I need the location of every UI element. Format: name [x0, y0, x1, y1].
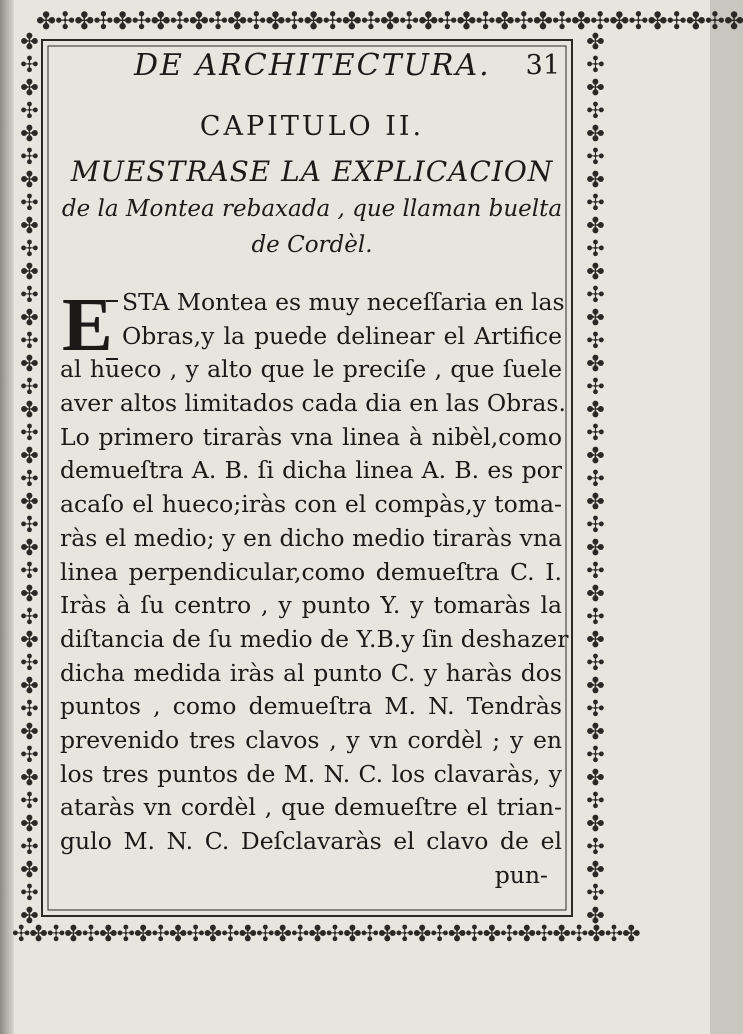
running-head: DE ARCHITECTURA. — [134, 48, 491, 83]
text-line: demueſtra A. B. ſi dicha linea A. B. es por — [60, 456, 562, 485]
text-line: STA Montea es muy neceſſaria en las — [122, 288, 565, 316]
text-line: Iràs à ſu centro , y punto Y. y tomaràs la — [60, 591, 562, 620]
drop-capital: E — [62, 283, 113, 367]
body-paragraph — [60, 283, 569, 892]
ornament-left-border: ✤✣✤✣✤✣✤✣✤✣✤✣✤✣✤✣✤✣✤✣✤✣✤✣✤✣✤✣✤✣✤✣✤✣✤✣✤✣✤ — [17, 30, 42, 927]
text-line: ataràs vn cordèl , que demueſtre el trian- — [60, 793, 562, 822]
text-line: gulo M. N. C. Deſclavaràs el clavo de el — [60, 827, 562, 855]
text-line: ràs el medio; y en dicho medio tiraràs vna — [60, 523, 562, 552]
page-number: 31 — [525, 50, 560, 81]
ornament-bottom-border: ✣✤✣✤✣✤✣✤✣✤✣✤✣✤✣✤✣✤✣✤✣✤✣✤✣✤✣✤✣✤✣✤✣✤✣✤ — [12, 922, 640, 947]
text-line: Obras,y la puede delinear el Artifice — [122, 321, 562, 350]
chapter-heading-line-1: MUESTRASE LA EXPLICACION — [70, 155, 554, 188]
text-line: puntos , como demueſtra M. N. Tendràs — [60, 692, 562, 721]
page-header — [80, 48, 560, 92]
text-line: diſtancia de ſu medio de Y.B.y ſin deshazer — [60, 624, 569, 653]
text-line: acaſo el hueco;iràs con el compàs,y toma- — [60, 490, 562, 519]
text-line: dicha medida iràs al punto C. y haràs dos — [60, 658, 562, 687]
text-line: aver altos limitados cada dia en las Obras. — [60, 389, 566, 418]
text-line: Lo primero tiraràs vna linea à nibèl,como — [60, 422, 562, 451]
chapter-heading-line-2: de la Montea rebaxada , que llaman buelta — [61, 196, 563, 222]
text-line: prevenido tres clavos , y vn cordèl ; y en — [60, 725, 562, 754]
chapter-heading-line-3: de Cordèl. — [251, 232, 373, 258]
ornament-top-border: ✤✣✤✣✤✣✤✣✤✣✤✣✤✣✤✣✤✣✤✣✤✣✤✣✤✣✤✣✤✣✤✣✤✣✤✣✤ — [36, 7, 743, 35]
text-line: al hueco , y alto que le preciſe , que ſuele — [60, 355, 562, 384]
ornament-right-border: ✤✣✤✣✤✣✤✣✤✣✤✣✤✣✤✣✤✣✤✣✤✣✤✣✤✣✤✣✤✣✤✣✤✣✤✣✤✣✤ — [583, 30, 608, 927]
text-line: linea perpendicular,como demueſtra C. I. — [60, 557, 562, 586]
catchword: pun- — [494, 860, 548, 889]
text-line: los tres puntos de M. N. C. los clavaràs, y — [60, 759, 562, 788]
chapter-title: CAPITULO II. — [199, 111, 425, 142]
